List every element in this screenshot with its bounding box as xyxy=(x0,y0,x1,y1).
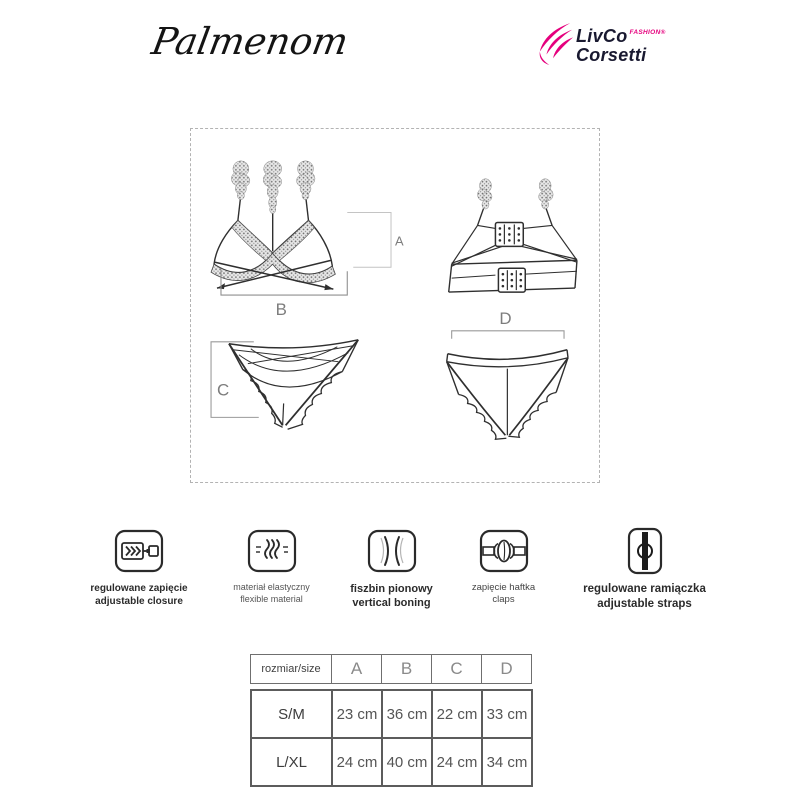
feature-label-pl: zapięcie haftka xyxy=(471,582,536,593)
feature-label-pl: materiał elastyczny xyxy=(233,582,310,592)
size-table-col-b: B xyxy=(382,655,432,684)
table-row xyxy=(251,690,532,738)
feature-adjustable-straps xyxy=(566,527,724,612)
feature-label-en: vertical boning xyxy=(352,597,431,610)
lace-strap-tufts xyxy=(231,161,315,214)
vertical-boning-icon xyxy=(366,527,418,575)
feature-label-en: flexible material xyxy=(240,593,303,604)
feature-label-en: adjustable straps xyxy=(597,597,692,610)
back-panty-drawing xyxy=(447,350,568,439)
garment-diagram xyxy=(191,129,599,482)
flexible-material-icon xyxy=(246,527,298,575)
measure-label-d: D xyxy=(499,308,512,328)
size-table-col-d: D xyxy=(482,655,532,684)
size-value: 34 cm xyxy=(482,738,532,786)
size-value: 33 cm xyxy=(482,690,532,738)
adjustable-closure-icon xyxy=(113,527,165,575)
measure-label-b: B xyxy=(275,299,287,319)
measure-label-a: A xyxy=(395,233,404,249)
lace-strap-tufts-back xyxy=(478,179,554,209)
front-bra-drawing xyxy=(211,161,335,290)
hook-closure-upper xyxy=(495,222,523,246)
table-row xyxy=(251,738,532,786)
size-table-col-c: C xyxy=(432,655,482,684)
size-value: 40 cm xyxy=(382,738,432,786)
measure-bracket-d xyxy=(452,309,564,339)
feature-flexible-material xyxy=(216,527,328,605)
size-row-label: S/M xyxy=(251,690,332,738)
feature-adjustable-closure xyxy=(77,527,202,608)
back-bra-drawing xyxy=(449,179,577,292)
brand-wing-icon xyxy=(536,21,574,67)
measure-label-c: C xyxy=(217,380,230,400)
product-logo: Palmenom xyxy=(148,20,352,63)
size-row-label: L/XL xyxy=(251,738,332,786)
feature-label-en: adjustable closure xyxy=(95,596,183,607)
size-value: 36 cm xyxy=(382,690,432,738)
feature-icons-row xyxy=(0,527,800,612)
size-value: 22 cm xyxy=(432,690,482,738)
measure-bracket-a xyxy=(347,213,404,268)
feature-label-en: claps xyxy=(492,594,515,606)
feature-vertical-boning xyxy=(342,527,442,611)
size-table-header xyxy=(250,654,532,684)
size-value: 24 cm xyxy=(332,738,382,786)
size-value: 24 cm xyxy=(432,738,482,786)
feature-label-pl: regulowane ramiączka xyxy=(583,583,706,595)
feature-label-pl: fiszbin pionowy xyxy=(350,583,433,595)
brand-text xyxy=(576,27,666,64)
front-panty-drawing xyxy=(229,340,358,429)
adjustable-straps-icon xyxy=(623,527,667,575)
size-table xyxy=(250,654,531,787)
brand-logo xyxy=(536,21,666,67)
feature-label-pl: regulowane zapięcie xyxy=(90,583,188,594)
diagram-frame xyxy=(190,128,600,483)
size-value: 23 cm xyxy=(332,690,382,738)
feature-claps xyxy=(456,527,552,607)
hook-closure-lower xyxy=(498,268,525,292)
size-table-body xyxy=(250,689,533,787)
size-table-col-a: A xyxy=(332,655,382,684)
size-table-corner-label: rozmiar/size xyxy=(251,655,332,684)
brand-name-top: LivCo xyxy=(576,26,628,46)
claps-icon xyxy=(478,527,530,575)
brand-fashion-label: FASHION® xyxy=(629,29,666,36)
brand-name-bottom: Corsetti xyxy=(576,45,647,65)
